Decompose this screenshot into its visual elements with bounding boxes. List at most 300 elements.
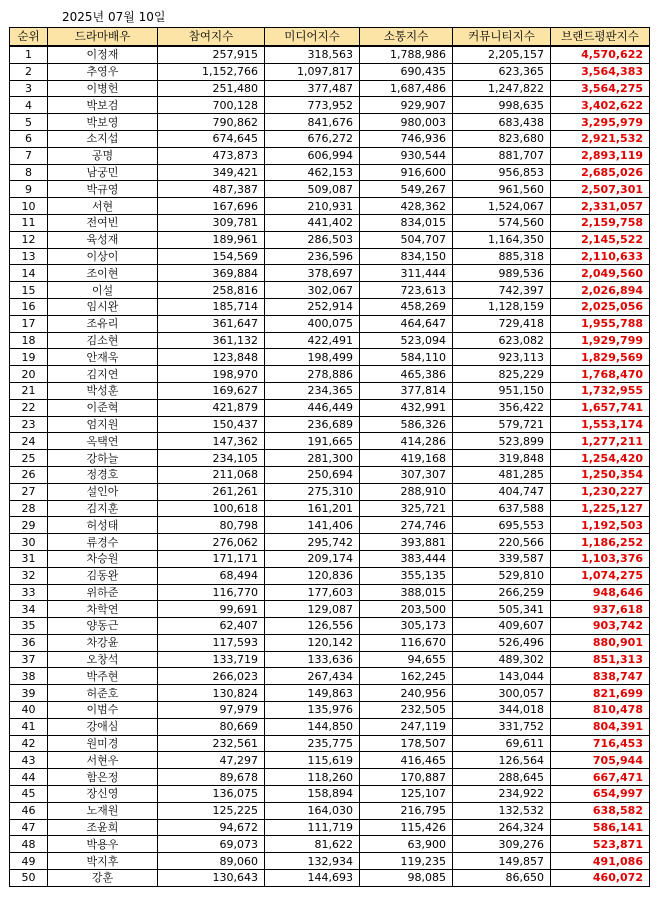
brand-reputation-cell: 880,901 — [551, 634, 650, 651]
brand-reputation-cell: 2,685,026 — [551, 164, 650, 181]
participation-cell: 276,062 — [158, 534, 265, 551]
communication-cell: 305,173 — [360, 618, 453, 635]
community-cell: 234,922 — [453, 786, 551, 803]
media-cell: 133,636 — [265, 651, 360, 668]
communication-cell: 930,544 — [360, 147, 453, 164]
media-cell: 236,596 — [265, 248, 360, 265]
table-row — [10, 282, 650, 299]
participation-cell: 80,669 — [158, 718, 265, 735]
media-cell: 281,300 — [265, 450, 360, 467]
table-row — [10, 567, 650, 584]
media-cell: 676,272 — [265, 130, 360, 147]
community-cell: 1,524,067 — [453, 198, 551, 215]
communication-cell: 178,507 — [360, 735, 453, 752]
participation-cell: 169,627 — [158, 382, 265, 399]
participation-cell: 790,862 — [158, 114, 265, 131]
communication-cell: 929,907 — [360, 97, 453, 114]
community-cell: 300,057 — [453, 685, 551, 702]
rank-cell: 30 — [10, 534, 48, 551]
brand-reputation-cell: 491,086 — [551, 853, 650, 870]
communication-cell: 393,881 — [360, 534, 453, 551]
media-cell: 462,153 — [265, 164, 360, 181]
media-cell: 161,201 — [265, 500, 360, 517]
media-cell: 318,563 — [265, 46, 360, 63]
rank-cell: 8 — [10, 164, 48, 181]
participation-cell: 133,719 — [158, 651, 265, 668]
community-cell: 132,532 — [453, 802, 551, 819]
brand-reputation-cell: 654,997 — [551, 786, 650, 803]
table-row — [10, 315, 650, 332]
brand-reputation-cell: 3,402,622 — [551, 97, 650, 114]
community-cell: 481,285 — [453, 466, 551, 483]
media-cell: 164,030 — [265, 802, 360, 819]
participation-cell: 171,171 — [158, 550, 265, 567]
rank-cell: 28 — [10, 500, 48, 517]
communication-cell: 125,107 — [360, 786, 453, 803]
actor-name-cell: 김지연 — [48, 366, 158, 383]
communication-cell: 63,900 — [360, 836, 453, 853]
rank-cell: 36 — [10, 634, 48, 651]
media-cell: 144,850 — [265, 718, 360, 735]
table-row — [10, 634, 650, 651]
brand-reputation-cell: 1,768,470 — [551, 366, 650, 383]
rank-cell: 11 — [10, 214, 48, 231]
participation-cell: 261,261 — [158, 483, 265, 500]
brand-reputation-cell: 1,277,211 — [551, 433, 650, 450]
communication-cell: 419,168 — [360, 450, 453, 467]
community-cell: 69,611 — [453, 735, 551, 752]
communication-cell: 247,119 — [360, 718, 453, 735]
participation-cell: 47,297 — [158, 752, 265, 769]
brand-reputation-cell: 937,618 — [551, 601, 650, 618]
community-cell: 356,422 — [453, 399, 551, 416]
brand-reputation-cell: 3,564,383 — [551, 63, 650, 80]
table-row — [10, 786, 650, 803]
communication-cell: 383,444 — [360, 550, 453, 567]
table-row — [10, 802, 650, 819]
actor-name-cell: 장신영 — [48, 786, 158, 803]
participation-cell: 257,915 — [158, 46, 265, 63]
actor-name-cell: 공명 — [48, 147, 158, 164]
communication-cell: 216,795 — [360, 802, 453, 819]
communication-cell: 465,386 — [360, 366, 453, 383]
communication-cell: 388,015 — [360, 584, 453, 601]
participation-cell: 185,714 — [158, 298, 265, 315]
table-row — [10, 685, 650, 702]
rank-cell: 45 — [10, 786, 48, 803]
media-cell: 509,087 — [265, 181, 360, 198]
table-row — [10, 668, 650, 685]
community-cell: 956,853 — [453, 164, 551, 181]
actor-name-cell: 김지훈 — [48, 500, 158, 517]
communication-cell: 549,267 — [360, 181, 453, 198]
actor-name-cell: 소지섭 — [48, 130, 158, 147]
table-row — [10, 181, 650, 198]
table-row — [10, 836, 650, 853]
header-brand-reputation: 브랜드평판지수 — [551, 28, 650, 47]
table-row — [10, 735, 650, 752]
actor-name-cell: 김소현 — [48, 332, 158, 349]
actor-name-cell: 옥택연 — [48, 433, 158, 450]
rank-cell: 23 — [10, 416, 48, 433]
table-row — [10, 584, 650, 601]
actor-name-cell: 박보검 — [48, 97, 158, 114]
rank-cell: 26 — [10, 466, 48, 483]
participation-cell: 94,672 — [158, 819, 265, 836]
community-cell: 149,857 — [453, 853, 551, 870]
participation-cell: 309,781 — [158, 214, 265, 231]
rank-cell: 12 — [10, 231, 48, 248]
rank-cell: 4 — [10, 97, 48, 114]
media-cell: 841,676 — [265, 114, 360, 131]
community-cell: 961,560 — [453, 181, 551, 198]
participation-cell: 198,970 — [158, 366, 265, 383]
rank-cell: 50 — [10, 870, 48, 887]
actor-name-cell: 조이현 — [48, 265, 158, 282]
actor-name-cell: 오창석 — [48, 651, 158, 668]
actor-name-cell: 이범수 — [48, 702, 158, 719]
actor-name-cell: 박지후 — [48, 853, 158, 870]
brand-reputation-cell: 586,141 — [551, 819, 650, 836]
communication-cell: 94,655 — [360, 651, 453, 668]
table-row — [10, 819, 650, 836]
actor-name-cell: 안재욱 — [48, 349, 158, 366]
media-cell: 132,934 — [265, 853, 360, 870]
actor-name-cell: 허준호 — [48, 685, 158, 702]
brand-reputation-cell: 1,657,741 — [551, 399, 650, 416]
brand-reputation-cell: 1,192,503 — [551, 517, 650, 534]
brand-reputation-cell: 3,564,275 — [551, 80, 650, 97]
table-header-row — [10, 28, 650, 47]
participation-cell: 125,225 — [158, 802, 265, 819]
communication-cell: 377,814 — [360, 382, 453, 399]
community-cell: 344,018 — [453, 702, 551, 719]
media-cell: 158,894 — [265, 786, 360, 803]
rank-cell: 49 — [10, 853, 48, 870]
media-cell: 210,931 — [265, 198, 360, 215]
participation-cell: 674,645 — [158, 130, 265, 147]
community-cell: 951,150 — [453, 382, 551, 399]
communication-cell: 584,110 — [360, 349, 453, 366]
media-cell: 441,402 — [265, 214, 360, 231]
community-cell: 989,536 — [453, 265, 551, 282]
actor-name-cell: 원미경 — [48, 735, 158, 752]
rank-cell: 9 — [10, 181, 48, 198]
rank-cell: 48 — [10, 836, 48, 853]
rank-cell: 17 — [10, 315, 48, 332]
rank-cell: 1 — [10, 46, 48, 63]
table-row — [10, 416, 650, 433]
participation-cell: 473,873 — [158, 147, 265, 164]
media-cell: 236,689 — [265, 416, 360, 433]
table-row — [10, 97, 650, 114]
media-cell: 400,075 — [265, 315, 360, 332]
participation-cell: 117,593 — [158, 634, 265, 651]
rank-cell: 13 — [10, 248, 48, 265]
media-cell: 302,067 — [265, 282, 360, 299]
brand-reputation-cell: 1,955,788 — [551, 315, 650, 332]
table-row — [10, 382, 650, 399]
participation-cell: 266,023 — [158, 668, 265, 685]
actor-name-cell: 박규영 — [48, 181, 158, 198]
rank-cell: 24 — [10, 433, 48, 450]
actor-name-cell: 박성훈 — [48, 382, 158, 399]
brand-reputation-cell: 460,072 — [551, 870, 650, 887]
table-row — [10, 332, 650, 349]
communication-cell: 115,426 — [360, 819, 453, 836]
rank-cell: 34 — [10, 601, 48, 618]
participation-cell: 69,073 — [158, 836, 265, 853]
actor-name-cell: 추영우 — [48, 63, 158, 80]
table-row — [10, 114, 650, 131]
brand-reputation-cell: 667,471 — [551, 769, 650, 786]
brand-reputation-cell: 716,453 — [551, 735, 650, 752]
media-cell: 234,365 — [265, 382, 360, 399]
actor-name-cell: 이설 — [48, 282, 158, 299]
media-cell: 275,310 — [265, 483, 360, 500]
community-cell: 266,259 — [453, 584, 551, 601]
table-body — [10, 46, 650, 886]
table-row — [10, 399, 650, 416]
rank-cell: 14 — [10, 265, 48, 282]
rank-cell: 35 — [10, 618, 48, 635]
brand-reputation-cell: 2,145,522 — [551, 231, 650, 248]
table-row — [10, 147, 650, 164]
communication-cell: 203,500 — [360, 601, 453, 618]
brand-reputation-cell: 838,747 — [551, 668, 650, 685]
communication-cell: 116,670 — [360, 634, 453, 651]
communication-cell: 170,887 — [360, 769, 453, 786]
table-row — [10, 466, 650, 483]
communication-cell: 240,956 — [360, 685, 453, 702]
table-row — [10, 349, 650, 366]
communication-cell: 432,991 — [360, 399, 453, 416]
community-cell: 409,607 — [453, 618, 551, 635]
rank-cell: 33 — [10, 584, 48, 601]
rank-cell: 21 — [10, 382, 48, 399]
table-row — [10, 651, 650, 668]
actor-name-cell: 김동완 — [48, 567, 158, 584]
table-row — [10, 752, 650, 769]
media-cell: 286,503 — [265, 231, 360, 248]
rank-cell: 6 — [10, 130, 48, 147]
media-cell: 120,836 — [265, 567, 360, 584]
brand-reputation-cell: 2,049,560 — [551, 265, 650, 282]
community-cell: 623,365 — [453, 63, 551, 80]
community-cell: 742,397 — [453, 282, 551, 299]
table-row — [10, 702, 650, 719]
brand-reputation-cell: 1,254,420 — [551, 450, 650, 467]
brand-reputation-cell: 638,582 — [551, 802, 650, 819]
brand-reputation-cell: 2,507,301 — [551, 181, 650, 198]
communication-cell: 162,245 — [360, 668, 453, 685]
media-cell: 267,434 — [265, 668, 360, 685]
brand-reputation-cell: 1,225,127 — [551, 500, 650, 517]
rank-cell: 41 — [10, 718, 48, 735]
actor-name-cell: 류경수 — [48, 534, 158, 551]
media-cell: 377,487 — [265, 80, 360, 97]
communication-cell: 119,235 — [360, 853, 453, 870]
table-row — [10, 231, 650, 248]
community-cell: 729,418 — [453, 315, 551, 332]
media-cell: 250,694 — [265, 466, 360, 483]
header-communication: 소통지수 — [360, 28, 453, 47]
rank-cell: 46 — [10, 802, 48, 819]
rank-cell: 43 — [10, 752, 48, 769]
actor-name-cell: 이정재 — [48, 46, 158, 63]
brand-reputation-cell: 1,074,275 — [551, 567, 650, 584]
participation-cell: 167,696 — [158, 198, 265, 215]
table-row — [10, 517, 650, 534]
community-cell: 1,164,350 — [453, 231, 551, 248]
media-cell: 144,693 — [265, 870, 360, 887]
brand-reputation-cell: 1,186,252 — [551, 534, 650, 551]
communication-cell: 504,707 — [360, 231, 453, 248]
media-cell: 135,976 — [265, 702, 360, 719]
participation-cell: 189,961 — [158, 231, 265, 248]
table-row — [10, 450, 650, 467]
table-row — [10, 618, 650, 635]
rank-cell: 29 — [10, 517, 48, 534]
table-row — [10, 483, 650, 500]
rank-cell: 44 — [10, 769, 48, 786]
participation-cell: 97,979 — [158, 702, 265, 719]
community-cell: 623,082 — [453, 332, 551, 349]
community-cell: 823,680 — [453, 130, 551, 147]
community-cell: 523,899 — [453, 433, 551, 450]
brand-reputation-cell: 1,732,955 — [551, 382, 650, 399]
community-cell: 404,747 — [453, 483, 551, 500]
actor-name-cell: 서현 — [48, 198, 158, 215]
rank-cell: 5 — [10, 114, 48, 131]
participation-cell: 150,437 — [158, 416, 265, 433]
actor-name-cell: 육성재 — [48, 231, 158, 248]
media-cell: 191,665 — [265, 433, 360, 450]
community-cell: 923,113 — [453, 349, 551, 366]
community-cell: 331,752 — [453, 718, 551, 735]
rank-cell: 32 — [10, 567, 48, 584]
actor-name-cell: 이병헌 — [48, 80, 158, 97]
table-row — [10, 534, 650, 551]
participation-cell: 211,068 — [158, 466, 265, 483]
rank-cell: 37 — [10, 651, 48, 668]
media-cell: 129,087 — [265, 601, 360, 618]
communication-cell: 834,150 — [360, 248, 453, 265]
community-cell: 288,645 — [453, 769, 551, 786]
participation-cell: 700,128 — [158, 97, 265, 114]
table-row — [10, 366, 650, 383]
table-row — [10, 46, 650, 63]
participation-cell: 421,879 — [158, 399, 265, 416]
communication-cell: 232,505 — [360, 702, 453, 719]
table-row — [10, 130, 650, 147]
communication-cell: 98,085 — [360, 870, 453, 887]
actor-name-cell: 박주현 — [48, 668, 158, 685]
rank-cell: 31 — [10, 550, 48, 567]
actor-name-cell: 차강윤 — [48, 634, 158, 651]
communication-cell: 723,613 — [360, 282, 453, 299]
communication-cell: 690,435 — [360, 63, 453, 80]
participation-cell: 232,561 — [158, 735, 265, 752]
media-cell: 446,449 — [265, 399, 360, 416]
community-cell: 695,553 — [453, 517, 551, 534]
header-rank: 순위 — [10, 28, 48, 47]
communication-cell: 288,910 — [360, 483, 453, 500]
community-cell: 529,810 — [453, 567, 551, 584]
media-cell: 111,719 — [265, 819, 360, 836]
communication-cell: 746,936 — [360, 130, 453, 147]
rank-cell: 27 — [10, 483, 48, 500]
table-row — [10, 198, 650, 215]
participation-cell: 361,132 — [158, 332, 265, 349]
media-cell: 177,603 — [265, 584, 360, 601]
brand-reputation-cell: 1,553,174 — [551, 416, 650, 433]
community-cell: 309,276 — [453, 836, 551, 853]
actor-name-cell: 조윤희 — [48, 819, 158, 836]
communication-cell: 458,269 — [360, 298, 453, 315]
participation-cell: 130,824 — [158, 685, 265, 702]
table-row — [10, 433, 650, 450]
community-cell: 319,848 — [453, 450, 551, 467]
community-cell: 86,650 — [453, 870, 551, 887]
communication-cell: 311,444 — [360, 265, 453, 282]
participation-cell: 1,152,766 — [158, 63, 265, 80]
brand-reputation-cell: 2,025,056 — [551, 298, 650, 315]
media-cell: 235,775 — [265, 735, 360, 752]
participation-cell: 361,647 — [158, 315, 265, 332]
media-cell: 126,556 — [265, 618, 360, 635]
rank-cell: 16 — [10, 298, 48, 315]
brand-reputation-cell: 4,570,622 — [551, 46, 650, 63]
rank-cell: 22 — [10, 399, 48, 416]
community-cell: 1,128,159 — [453, 298, 551, 315]
table-row — [10, 298, 650, 315]
actor-name-cell: 임시완 — [48, 298, 158, 315]
communication-cell: 523,094 — [360, 332, 453, 349]
brand-reputation-cell: 1,929,799 — [551, 332, 650, 349]
communication-cell: 1,788,986 — [360, 46, 453, 63]
participation-cell: 147,362 — [158, 433, 265, 450]
table-row — [10, 718, 650, 735]
communication-cell: 355,135 — [360, 567, 453, 584]
media-cell: 120,142 — [265, 634, 360, 651]
media-cell: 606,994 — [265, 147, 360, 164]
communication-cell: 416,465 — [360, 752, 453, 769]
community-cell: 998,635 — [453, 97, 551, 114]
rank-cell: 7 — [10, 147, 48, 164]
header-participation: 참여지수 — [158, 28, 265, 47]
brand-reputation-cell: 2,331,057 — [551, 198, 650, 215]
participation-cell: 99,691 — [158, 601, 265, 618]
actor-name-cell: 엄지원 — [48, 416, 158, 433]
table-row — [10, 769, 650, 786]
rank-cell: 18 — [10, 332, 48, 349]
brand-reputation-cell: 705,944 — [551, 752, 650, 769]
communication-cell: 414,286 — [360, 433, 453, 450]
media-cell: 209,174 — [265, 550, 360, 567]
communication-cell: 325,721 — [360, 500, 453, 517]
participation-cell: 62,407 — [158, 618, 265, 635]
communication-cell: 464,647 — [360, 315, 453, 332]
actor-name-cell: 서현우 — [48, 752, 158, 769]
actor-name-cell: 박보영 — [48, 114, 158, 131]
media-cell: 422,491 — [265, 332, 360, 349]
brand-reputation-cell: 2,110,633 — [551, 248, 650, 265]
rank-cell: 38 — [10, 668, 48, 685]
participation-cell: 251,480 — [158, 80, 265, 97]
community-cell: 885,318 — [453, 248, 551, 265]
table-row — [10, 214, 650, 231]
